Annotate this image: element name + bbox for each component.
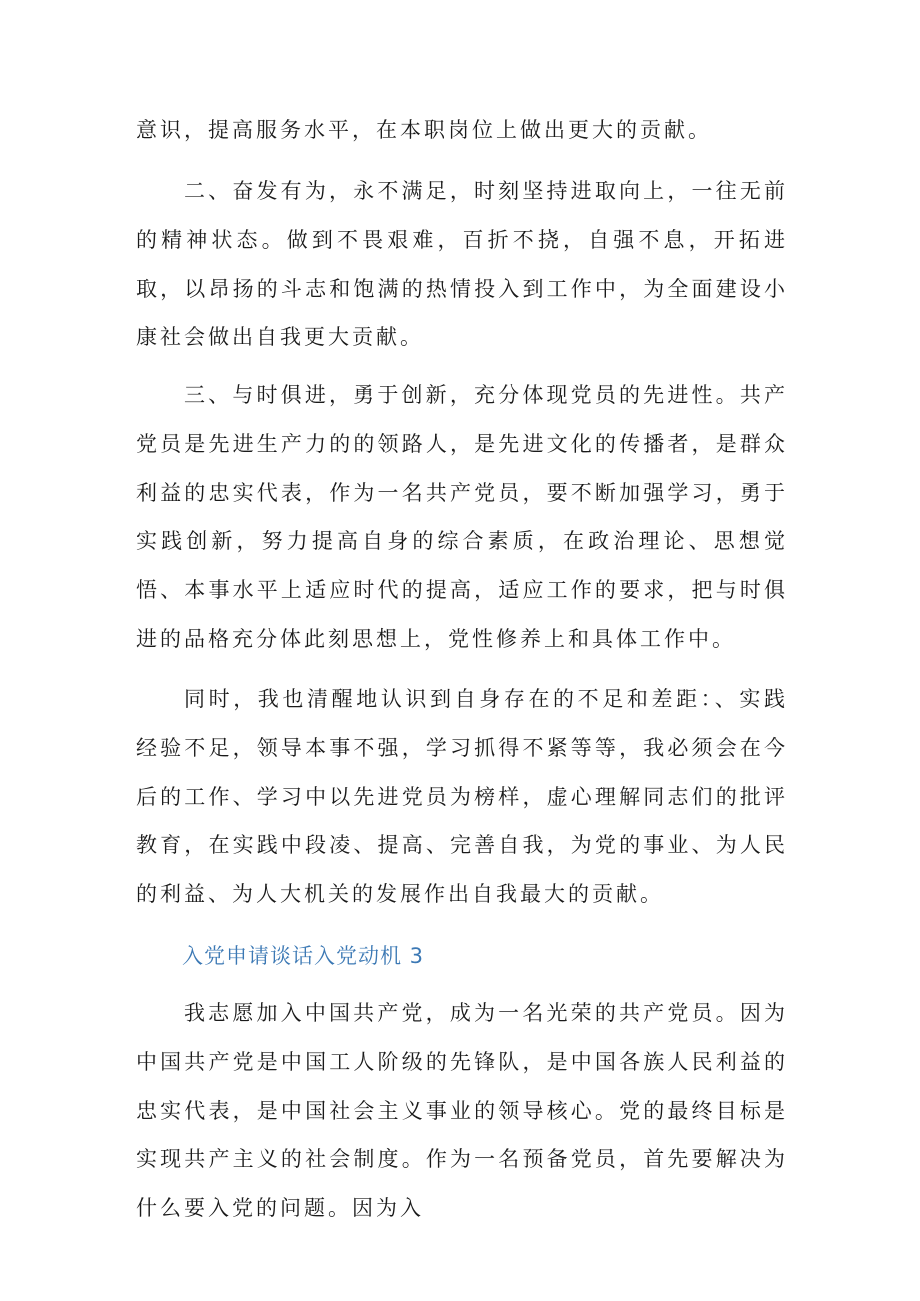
paragraph-continuation: 意识，提高服务水平，在本职岗位上做出更大的贡献。 bbox=[136, 118, 712, 142]
paragraph-point-two: 二、奋发有为，永不满足，时刻坚持进取向上，一往无前的精神状态。做到不畏艰难，百折不挠，自强不息，开拓进取，以昂扬的斗志和饱满的热情投入到工作中，为全面建设小康社会做出自我更大贡献。 bbox=[136, 179, 788, 350]
paragraph-shortcomings: 同时，我也清醒地认识到自身存在的不足和差距：、实践经验不足，领导本事不强，学习抓得不紧等等，我必须会在今后的工作、学习中以先进党员为榜样，虚心理解同志们的批评教育，在实践中段凌、提高、完善自我，为党的事业、为人民的利益、为人大机关的发展作出自我最大的贡献。 bbox=[136, 687, 788, 907]
section-heading: 入党申请谈话入党动机 3 bbox=[182, 944, 425, 968]
paragraph-point-three: 三、与时俱进，勇于创新，充分体现党员的先进性。共产党员是先进生产力的的领路人，是先进文化的传播者，是群众利益的忠实代表，作为一名共产党员，要不断加强学习，勇于实践创新，努力提高自身的综合素质，在政治理论、思想觉悟、本事水平上适应时代的提高，适应工作的要求，把与时俱进的品格充分体此刻思想上，党性修养上和具体工作中。 bbox=[136, 383, 788, 651]
paragraph-motivation: 我志愿加入中国共产党，成为一名光荣的共产党员。因为中国共产党是中国工人阶级的先锋队，是中国各族人民利益的忠实代表，是中国社会主义事业的领导核心。党的最终目标是实现共产主义的社会制度。作为一名预备党员，首先要解决为什么要入党的问题。因为入 bbox=[136, 1001, 788, 1221]
